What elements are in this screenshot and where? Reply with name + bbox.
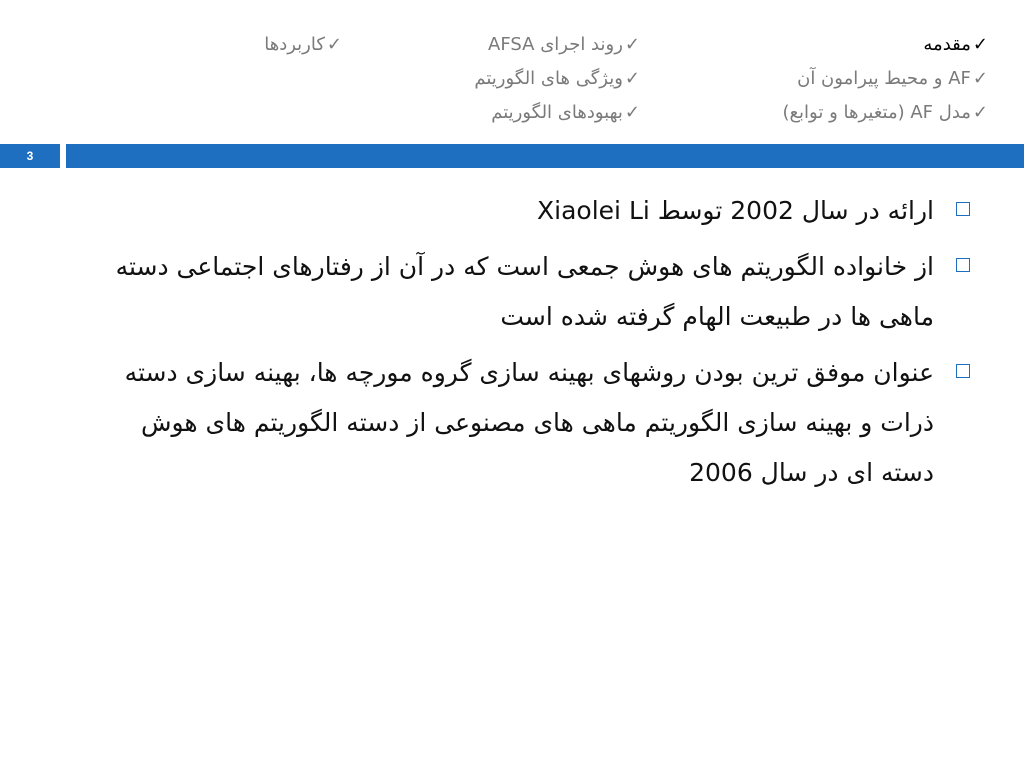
nav-item-label: کاربردها — [264, 34, 325, 55]
check-icon: ✓ — [972, 102, 988, 123]
bullet-text: عنوان موفق ترین بودن روشهای بهینه سازی گروه مورچه ها، بهینه سازی دسته ذرات و بهینه سازی الگوریتم ماهی های مصنوعی از دسته الگوریتم های هوش دسته ای در سال 2006 — [124, 358, 934, 487]
slide-number: 3 — [0, 144, 60, 168]
slide-content — [96, 186, 972, 504]
nav-item-algorithm-improvements[interactable] — [474, 96, 640, 130]
nav-item-af-model[interactable] — [782, 96, 988, 130]
nav-item-label: بهبودهای الگوریتم — [491, 102, 623, 123]
nav-item-label: ویژگی های الگوریتم — [474, 68, 623, 89]
bullet-item — [96, 242, 972, 342]
square-bullet-icon — [956, 258, 970, 272]
check-icon: ✓ — [624, 68, 640, 89]
nav-column-2 — [474, 28, 640, 130]
nav-item-label: روند اجرای AFSA — [488, 34, 623, 55]
square-bullet-icon — [956, 202, 970, 216]
bullet-text: ارائه در سال 2002 توسط Xiaolei Li — [537, 196, 934, 225]
nav-item-af-environment[interactable] — [782, 62, 988, 96]
nav-column-1 — [782, 28, 988, 130]
nav-item-afsa-process[interactable] — [474, 28, 640, 62]
check-icon: ✓ — [972, 68, 988, 89]
check-icon: ✓ — [326, 34, 342, 55]
nav-column-3 — [264, 28, 342, 62]
nav-item-label: AF و محیط پیرامون آن — [797, 68, 971, 89]
bullet-text: از خانواده الگوریتم های هوش جمعی است که در آن از رفتارهای اجتماعی دسته ماهی ها در طبیعت الهام گرفته شده است — [115, 252, 934, 331]
check-icon: ✓ — [624, 102, 640, 123]
nav-item-label: مقدمه — [923, 34, 971, 55]
nav-item-applications[interactable] — [264, 28, 342, 62]
header-divider-bar — [66, 144, 1024, 168]
nav-item-introduction[interactable] — [782, 28, 988, 62]
nav-item-algorithm-features[interactable] — [474, 62, 640, 96]
check-icon: ✓ — [624, 34, 640, 55]
nav-item-label: مدل AF (متغیرها و توابع) — [782, 102, 971, 123]
check-icon: ✓ — [972, 34, 988, 55]
bullet-item — [96, 348, 972, 498]
bullet-item — [96, 186, 972, 236]
square-bullet-icon — [956, 364, 970, 378]
